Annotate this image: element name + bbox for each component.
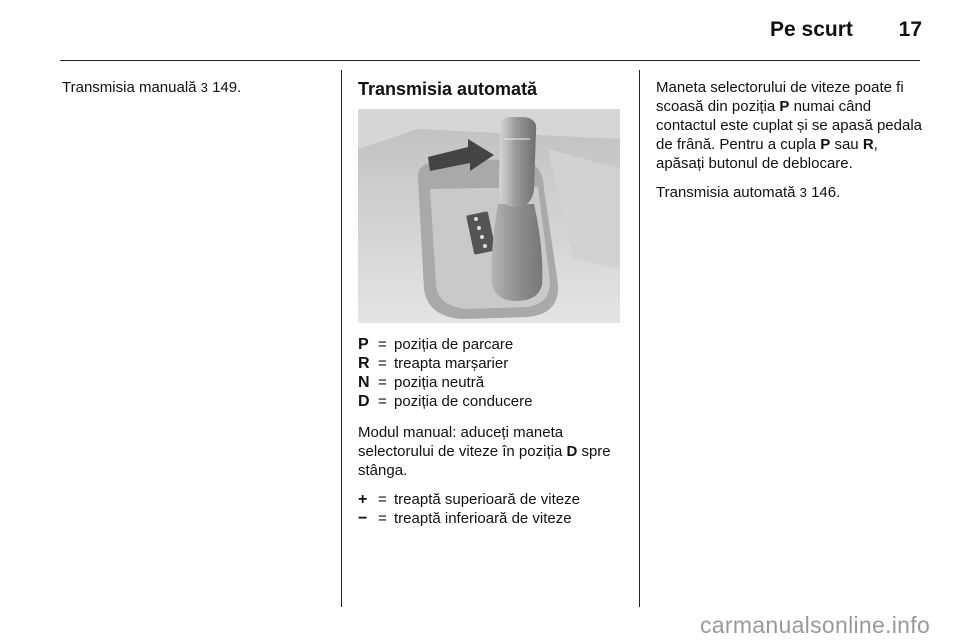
legend-desc-n: poziția neutră xyxy=(394,374,485,391)
bold-p: P xyxy=(820,136,831,153)
legend-eq: = xyxy=(378,393,387,410)
legend-eq: = xyxy=(378,510,387,527)
legend-eq: = xyxy=(378,336,387,353)
watermark: carmanualsonline.info xyxy=(700,612,931,638)
paragraph-text: numai când contactul este cuplat și se apasă pedala de frână. Pentru a cupla xyxy=(656,98,923,153)
automatic-transmission-text: Transmisia automată xyxy=(656,184,796,201)
manual-mode-text-end: spre stânga. xyxy=(358,443,611,479)
legend-eq: = xyxy=(378,374,387,391)
legend-eq: = xyxy=(378,355,387,372)
legend-desc-r: treapta marșarier xyxy=(394,355,509,372)
paragraph-text: sau xyxy=(830,136,863,153)
shift-up-desc: treaptă superioară de viteze xyxy=(394,491,580,508)
column-divider-left xyxy=(341,70,342,607)
page-reference-icon: 3 xyxy=(200,80,208,95)
page-reference-icon: 3 xyxy=(799,185,807,200)
gear-position-legend xyxy=(358,335,632,411)
page-number: 17 xyxy=(898,18,922,41)
shift-down-desc: treaptă inferioară de viteze xyxy=(394,510,572,527)
legend-key-d: D xyxy=(358,393,370,410)
legend-key-p: P xyxy=(358,336,369,353)
bold-p: P xyxy=(779,98,790,115)
selector-release-paragraph xyxy=(656,78,926,173)
legend-eq: = xyxy=(378,491,387,508)
legend-desc-d: poziția de conducere xyxy=(394,393,533,410)
plus-icon: + xyxy=(358,491,368,508)
manual-mode-text: Modul manual: aduceți maneta selectorului de viteze în poziția xyxy=(358,424,567,460)
column-divider-right xyxy=(639,70,640,607)
shift-legend xyxy=(358,490,632,528)
bold-r: R xyxy=(862,136,874,153)
column-3 xyxy=(656,78,926,212)
automatic-gear-selector-photo xyxy=(358,109,620,323)
legend-desc-p: poziția de parcare xyxy=(394,336,514,353)
legend-key-n: N xyxy=(358,374,370,391)
column-2 xyxy=(358,78,632,540)
manual-mode-bold: D xyxy=(566,443,578,460)
paragraph-text: Maneta selectorului de viteze poate fi scoasă din poziția xyxy=(656,79,904,115)
automatic-transmission-page: 146. xyxy=(811,184,841,201)
automatic-transmission-ref xyxy=(656,183,926,202)
page-header-title: Pe scurt xyxy=(770,18,853,41)
manual-transmission-ref xyxy=(62,78,332,97)
minus-icon: − xyxy=(358,510,368,527)
legend-key-r: R xyxy=(358,355,370,372)
automatic-transmission-heading: Transmisia automată xyxy=(358,79,538,99)
header-rule xyxy=(60,60,920,61)
manual-transmission-page: 149. xyxy=(212,79,242,96)
paragraph-text: , apăsați butonul de deblocare. xyxy=(656,136,878,172)
manual-mode-paragraph xyxy=(358,423,632,480)
column-1 xyxy=(62,78,332,107)
manual-transmission-text: Transmisia manuală xyxy=(62,79,197,96)
